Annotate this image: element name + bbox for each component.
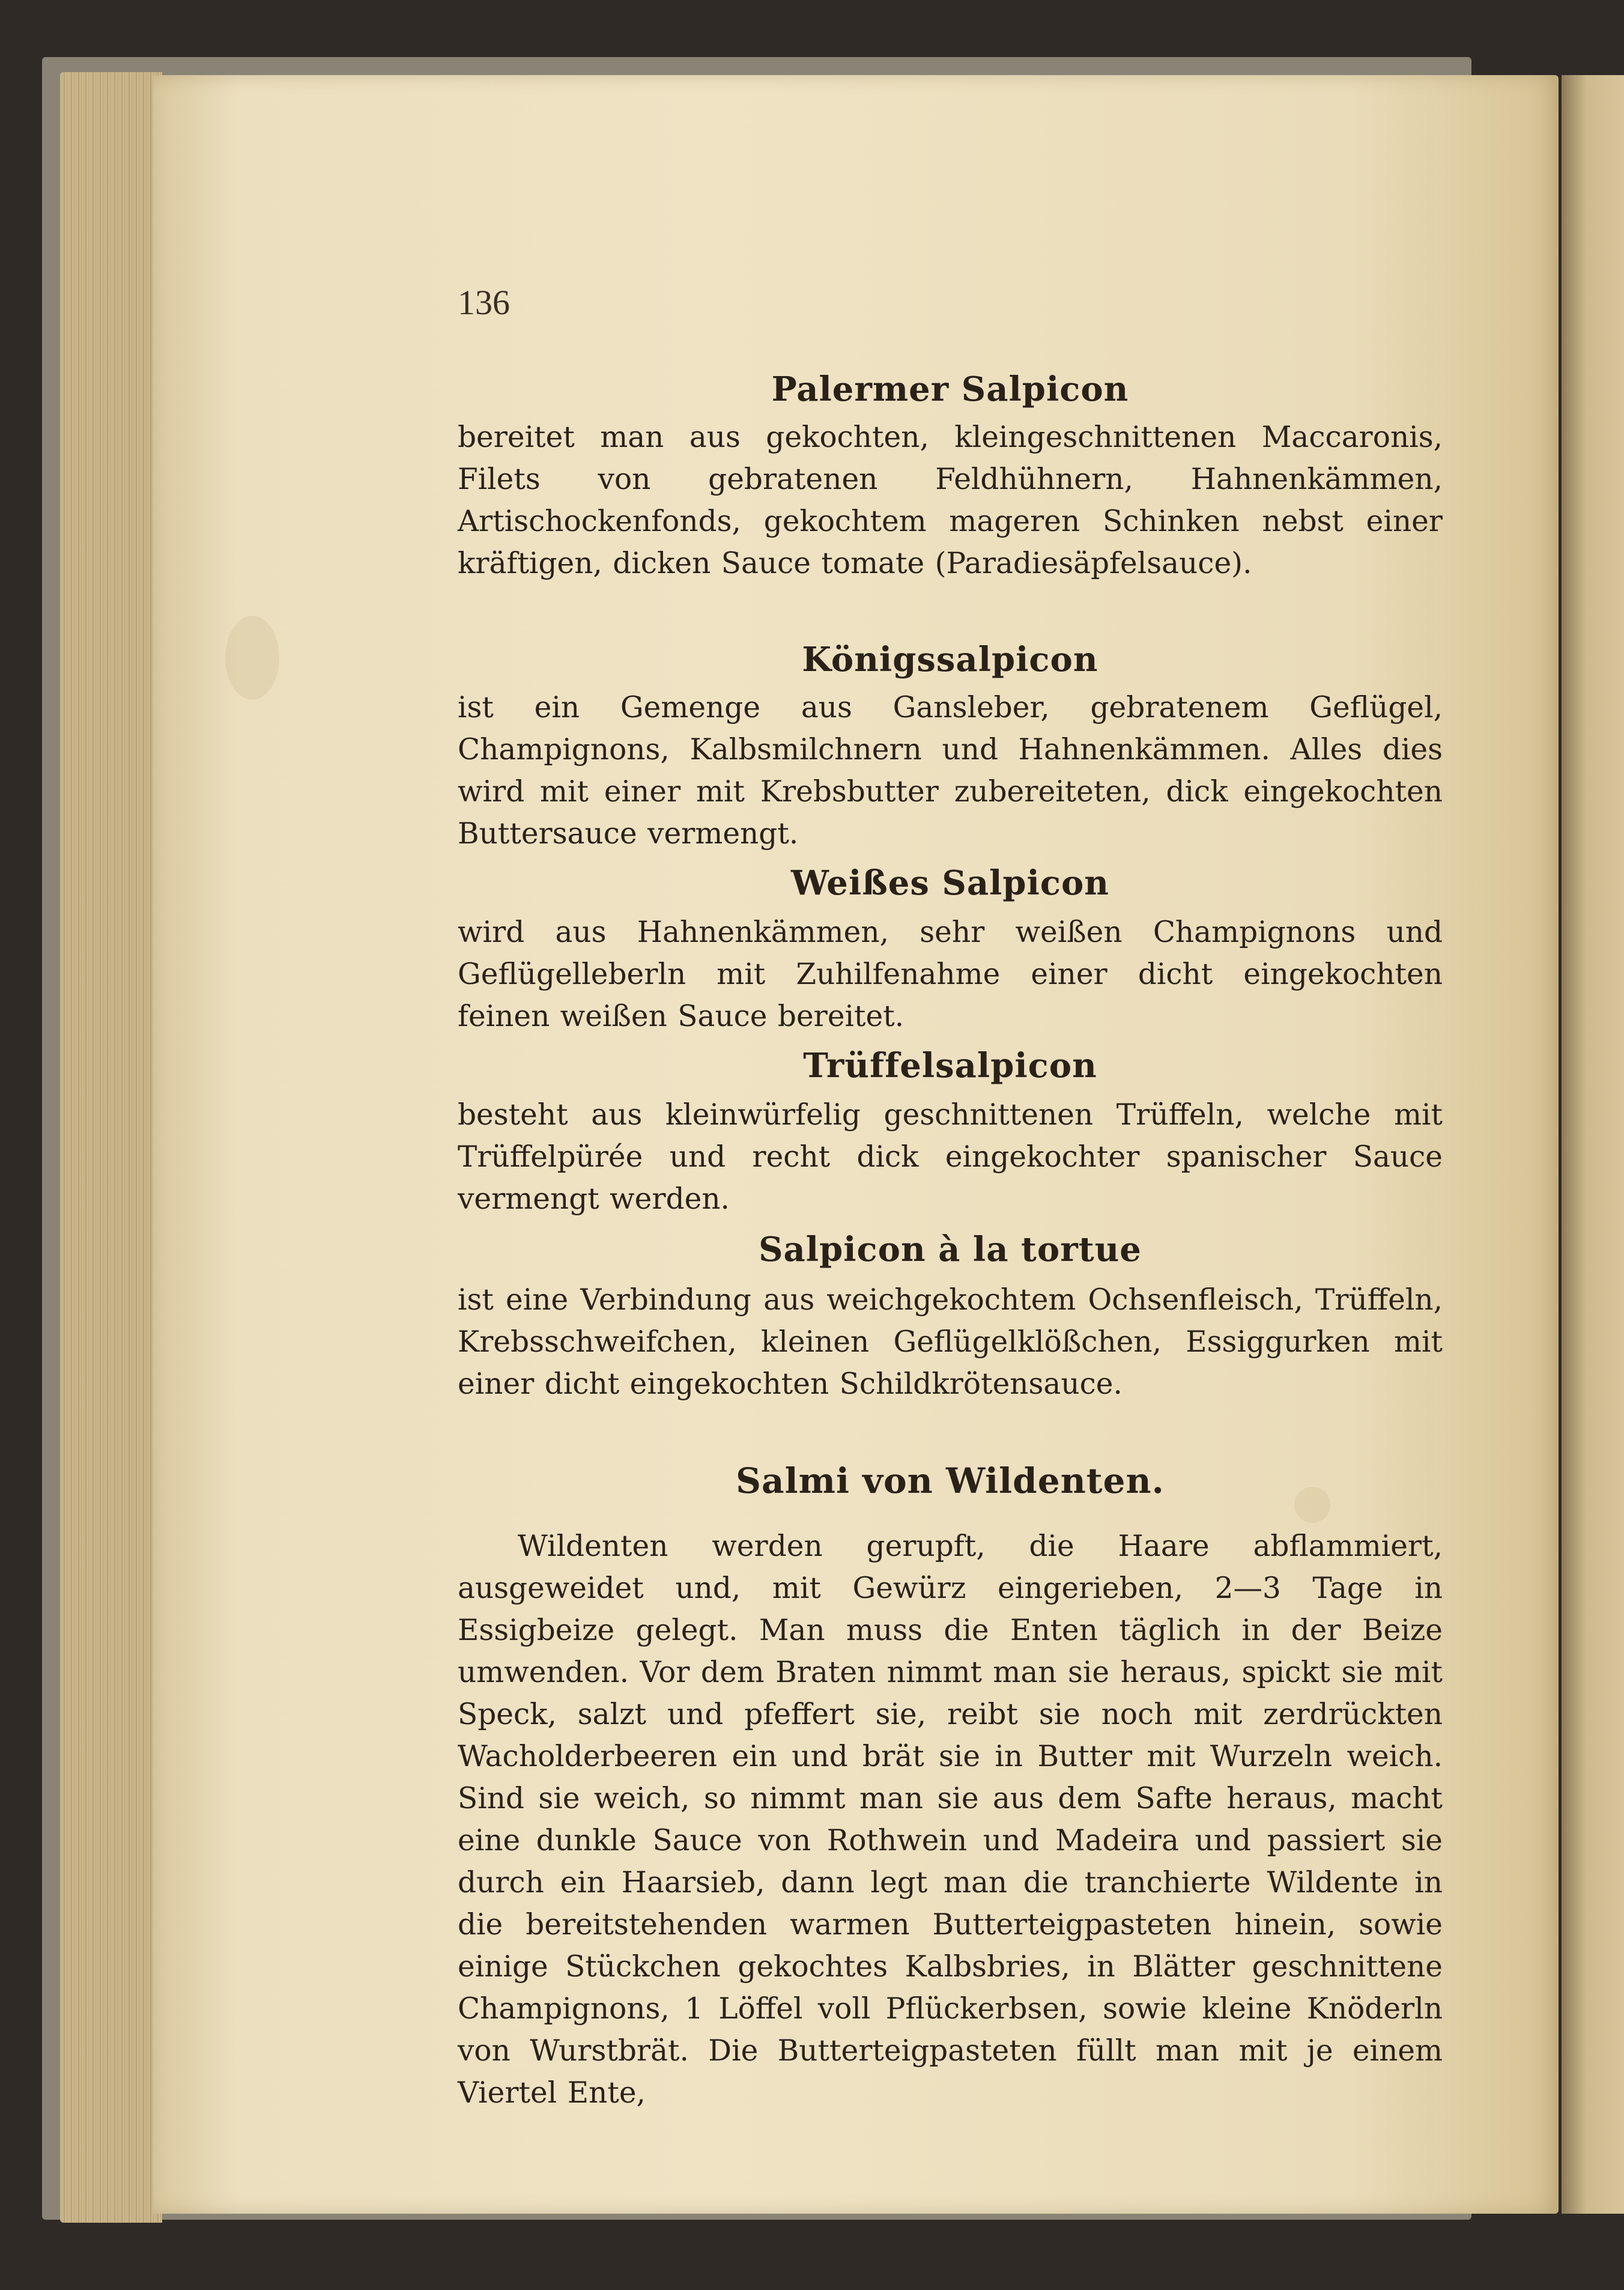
section-paragraph: besteht aus kleinwürfelig geschnittenen Trüffeln, welche mit Trüffelpürée und recht dick eingekochter spanischer Sauce vermengt werden. [458, 1098, 1443, 1216]
section-heading: Salpicon à la tortue [759, 1230, 1142, 1269]
section-heading: Palermer Salpicon [771, 369, 1129, 409]
page-number: 136 [458, 283, 510, 322]
section-heading: Königssalpicon [802, 640, 1098, 679]
section-paragraph: wird aus Hahnenkämmen, sehr weißen Champignons und Geflügelleberln mit Zuhilfenahme einer dicht eingekochten feinen weißen Sauce bereitet. [458, 916, 1443, 1033]
recipe-title: Salmi von Wildenten. [736, 1460, 1165, 1501]
paper-stain [225, 616, 279, 700]
facing-page-edge [1562, 75, 1624, 2214]
section-paragraph: ist ein Gemenge aus Gansleber, gebratenem Geflügel, Champignons, Kalbsmilchnern und Hahnenkämmen. Alles dies wird mit einer mit Krebsbutter zubereiteten, dick eingekochten Buttersauce vermengt. [458, 691, 1443, 851]
page-edges-stack [60, 72, 162, 2223]
section-paragraph: bereitet man aus gekochten, kleingeschnittenen Maccaronis, Filets von gebratenen Feldhühnern, Hahnenkämmen, Artischockenfonds, gekochtem mageren Schinken nebst einer kräftigen, dicken Sauce tomate (Paradiesäpfelsauce). [458, 421, 1443, 580]
section-heading: Trüffelsalpicon [803, 1046, 1097, 1086]
recipe-paragraph: Wildenten werden gerupft, die Haare abflammiert, ausgeweidet und, mit Gewürz eingerieben, 2—3 Tage in Essigbeize gelegt. Man muss die Enten täglich in der Beize umwenden. Vor dem Braten nimmt man sie heraus, spickt sie mit Speck, salzt und pfeffert sie, reibt sie noch mit zerdrückten Wacholderbeeren ein und brät sie in Butter mit Wurzeln weich. Sind sie weich, so nimmt man sie aus dem Safte heraus, macht eine dunkle Sauce von Rothwein und Madeira und passiert sie durch ein Haarsieb, dann legt man die tranchierte Wildente in die bereitstehenden warmen Butterteigpasteten hinein, sowie einige Stückchen gekochtes Kalbsbries, in Blätter geschnittene Champignons, 1 Löffel voll Pflückerbsen, sowie kleine Knöderln von Wurstbrät. Die Butterteigpasteten füllt man mit je einem Viertel Ente, [458, 1529, 1443, 2110]
section-paragraph: ist eine Verbindung aus weichgekochtem Ochsenfleisch, Trüffeln, Krebsschweifchen, kleinen Geflügelklößchen, Essiggurken mit einer dicht eingekochten Schildkrötensauce. [458, 1283, 1443, 1401]
section-heading: Weißes Salpicon [790, 863, 1110, 903]
page-text-block [458, 273, 1443, 2114]
